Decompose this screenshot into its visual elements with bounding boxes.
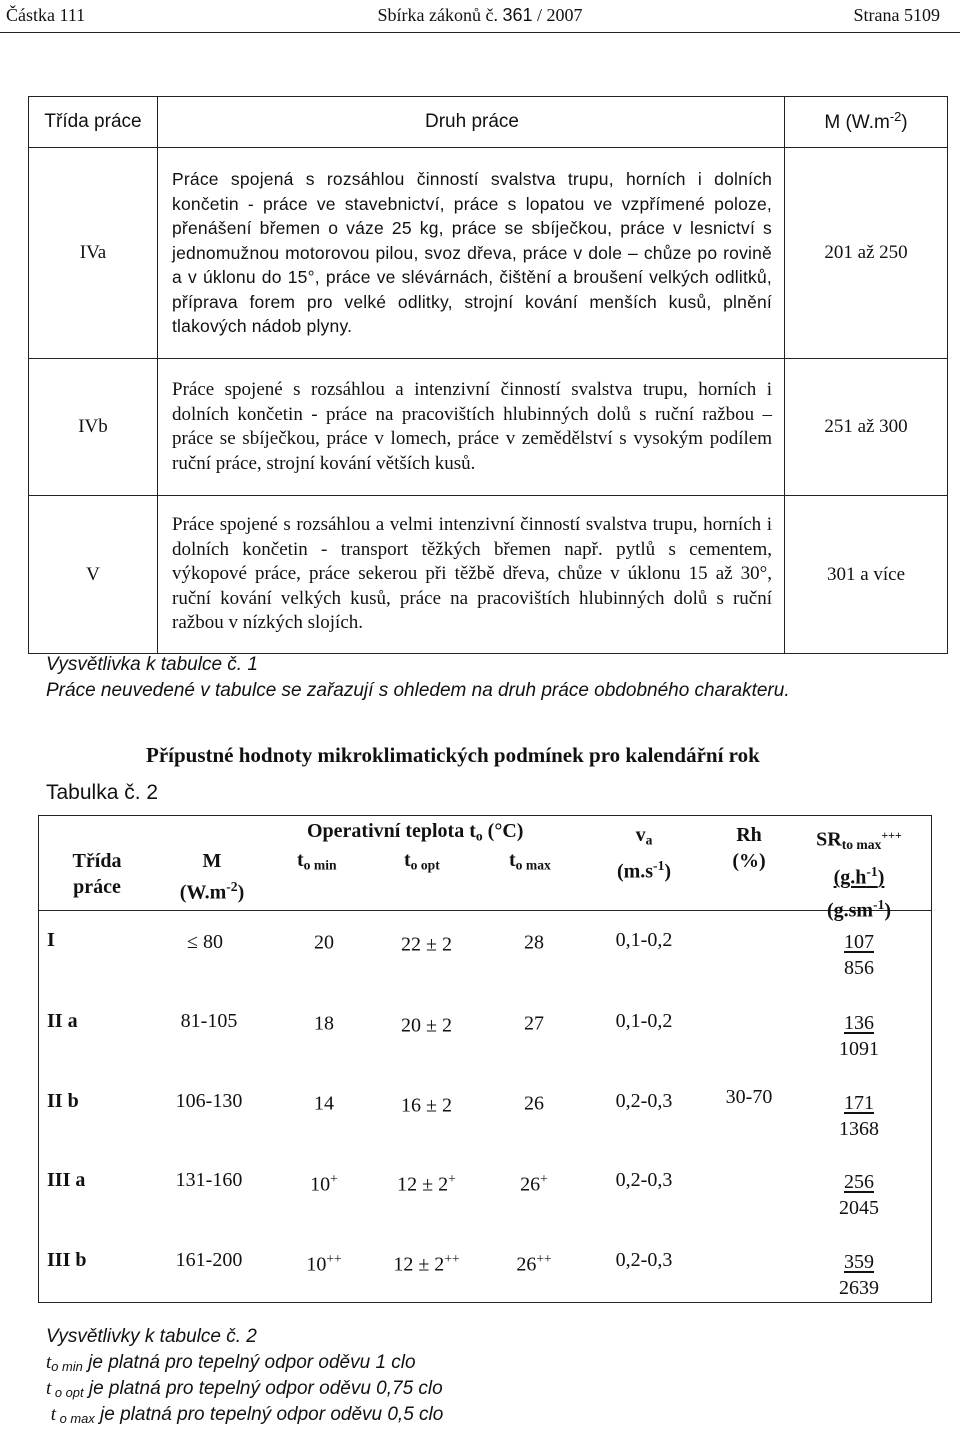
table-2-label: Tabulka č. 2 — [46, 781, 159, 804]
work-class: III b — [47, 1249, 87, 1271]
metabolic-rate: 201 až 250 — [785, 148, 948, 359]
t-max-value: 27 — [524, 1012, 544, 1035]
sweat-rate-value: 359 2639 — [839, 1251, 879, 1299]
sweat-rate-value: 256 2045 — [839, 1171, 879, 1219]
metabolic-rate: 106-130 — [175, 1090, 243, 1112]
table-2-heading: Přípustné hodnoty mikroklimatických podmínek pro kalendářní rok — [146, 743, 760, 767]
work-class: V — [29, 496, 158, 654]
t-min-value: 18 — [314, 1012, 334, 1035]
collection-reference: Sbírka zákonů č. 361 / 2007 — [377, 5, 583, 25]
microclimate-table — [38, 815, 932, 1303]
work-description: Práce spojená s rozsáhlou činností svalstva trupu, horních i dolních končetin - práce ve stavebnictví, práce s lopatou ve vzpřímené poloze, přenášení břemen o váze 25 kg, práce se sbíječkou, práce v lesnictví s jednomužnou motorovou pilou, svoz dřeva, práce v dole – chůze po rovině a v úklonu do 15°, práce ve slévárnách, čištění a broušení velkých odlitků, příprava forem pro velké odlitky, strojní kování menších kusů, plnění tlakových nádob plyny. — [158, 148, 785, 359]
t-opt-value: 12 ± 2++ — [393, 1251, 460, 1276]
table-row — [29, 148, 948, 359]
t-max-value: 26++ — [516, 1251, 552, 1276]
t-max-value: 26+ — [520, 1171, 548, 1196]
work-class: III a — [47, 1169, 86, 1191]
table-header-row — [29, 97, 948, 148]
t-opt-value: 16 ± 2 — [401, 1094, 452, 1117]
column-header-tmin: $t_{o min}$ — [297, 849, 337, 873]
air-velocity-value: 0,2-0,3 — [615, 1090, 673, 1112]
work-description: Práce spojené s rozsáhlou a intenzivní činností svalstva trupu, horních i dolních končetin - práce na pracovištích hlubinných dolů s ruční ražbou – práce se sbíječkou, práce v lomech, práce v zemědělství s vysokým podílem ruční práce, strojní kování větších kusů. — [158, 359, 785, 496]
note-2-line: t $_{o max}$ je platná pro tepelný odpor oděvu 0,5 clo — [46, 1404, 444, 1427]
air-velocity-value: 0,1-0,2 — [615, 929, 673, 951]
work-class: IVa — [29, 148, 158, 359]
column-header-operative-temperature: Operativní teplota $t_o$ (°C) — [307, 820, 524, 844]
column-header-m: M $(W.m^{-2})$ — [785, 97, 948, 148]
t-opt-value: 12 ± 2+ — [397, 1171, 456, 1196]
humidity-value: 30-70 — [725, 1086, 773, 1108]
metabolic-rate: ≤ 80 — [187, 931, 223, 953]
t-min-value: 14 — [314, 1092, 334, 1115]
note-2-line: t $_{o opt}$ je platná pro tepelný odpor oděvu 0,75 clo — [46, 1378, 443, 1401]
metabolic-rate: 251 až 300 — [785, 359, 948, 496]
work-class: IVb — [29, 359, 158, 496]
sweat-rate-value: 136 1091 — [839, 1012, 879, 1060]
air-velocity-value: 0,2-0,3 — [615, 1169, 673, 1191]
sweat-rate-value: 107 856 — [844, 931, 874, 979]
column-header-topt: $t_{o opt}$ — [404, 849, 440, 873]
sweat-rate-value: 171 1368 — [839, 1092, 879, 1140]
t-opt-value: 20 ± 2 — [401, 1014, 452, 1037]
air-velocity-value: 0,2-0,3 — [615, 1249, 673, 1271]
t-min-value: 10+ — [310, 1171, 338, 1196]
work-class: II b — [47, 1090, 79, 1112]
column-header-class: Třída práce — [29, 97, 158, 148]
note-1-text: Práce neuvedené v tabulce se zařazují s ohledem na druh práce obdobného charakteru. — [46, 680, 790, 701]
column-header-kind: Druh práce — [158, 97, 785, 148]
metabolic-rate: 301 a více — [785, 496, 948, 654]
air-velocity-value: 0,1-0,2 — [615, 1010, 673, 1032]
metabolic-rate: 131-160 — [175, 1169, 243, 1191]
column-header-sweat-rate: $SR_{to max}^{+++}$ $(g.h^{-1})$ $(g.sm^{-1})$ — [816, 828, 902, 922]
table-row — [29, 496, 948, 654]
t-opt-value: 22 ± 2 — [401, 933, 452, 956]
note-2-title: Vysvětlivky k tabulce č. 2 — [46, 1326, 257, 1347]
t-min-value: 10++ — [306, 1251, 342, 1276]
column-header-air-velocity: $v_a$ $(m.s^{-1})$ — [616, 824, 672, 883]
t-min-value: 20 — [314, 931, 334, 954]
work-class-table — [28, 96, 948, 654]
work-class: I — [47, 929, 55, 951]
table-row — [29, 359, 948, 496]
t-max-value: 28 — [524, 931, 544, 954]
note-2-line: $t_{o min}$ je platná pro tepelný odpor oděvu 1 clo — [46, 1352, 416, 1375]
column-header-tmax: $t_{o max}$ — [509, 849, 551, 873]
note-1-title: Vysvětlivka k tabulce č. 1 — [46, 654, 258, 675]
column-header-m: M $(W.m^{-2})$ — [179, 850, 245, 904]
metabolic-rate: 161-200 — [175, 1249, 243, 1271]
issue-part: Částka 111 — [6, 5, 86, 25]
t-max-value: 26 — [524, 1092, 544, 1115]
page-header — [0, 0, 960, 33]
work-class: II a — [47, 1010, 78, 1032]
column-header-class: Třída práce — [72, 850, 122, 898]
page-number: Strana 5109 — [853, 5, 940, 25]
header-divider — [39, 910, 931, 911]
column-header-humidity: Rh (%) — [732, 824, 766, 872]
metabolic-rate: 81-105 — [180, 1010, 238, 1032]
work-description: Práce spojené s rozsáhlou a velmi intenzivní činností svalstva trupu, horních i dolních končetin - transport těžkých břemen např. pytlů s cementem, výkopové práce, práce sekerou při těžbě dřeva, chůze v úklonu 15 až 30°, ruční kování velkých kusů, práce na pracovištích hlubinných dolů s ruční ražbou v nízkých slojích. — [158, 496, 785, 654]
